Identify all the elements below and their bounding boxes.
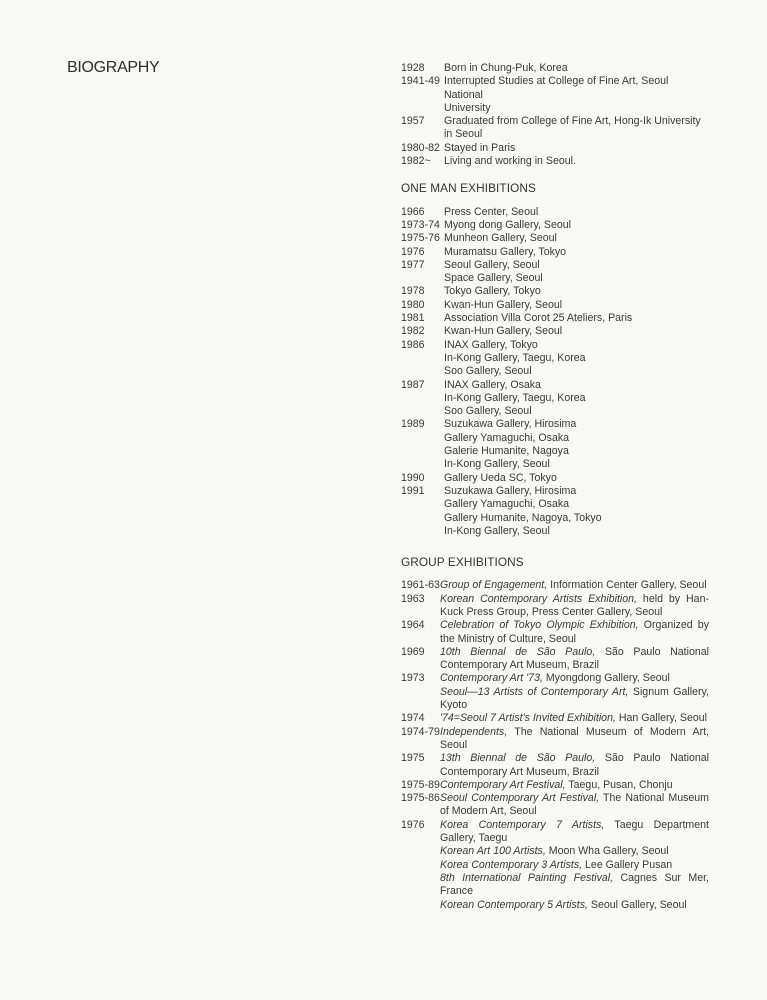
exhibition-title: Independents,	[440, 725, 508, 738]
exhibition-item	[440, 726, 709, 753]
entry-text	[444, 325, 709, 338]
entry-text	[440, 619, 709, 646]
exhibition-item	[440, 872, 709, 899]
entry-year: 1941-49	[401, 75, 440, 88]
one-man-exhibition-entry	[401, 206, 709, 219]
biography-entry	[401, 142, 709, 155]
group-exhibition-entry	[401, 792, 709, 819]
entry-year: 1975-89	[401, 778, 440, 791]
exhibition-title: Seoul—13 Artists of Contemporary Art,	[440, 685, 629, 698]
group-exhibitions-list	[401, 579, 709, 911]
entry-text	[444, 472, 709, 485]
one-man-exhibitions-title: ONE MAN EXHIBITIONS	[401, 181, 536, 196]
entry-line: Munheon Gallery, Seoul	[444, 232, 557, 245]
group-exhibition-entry	[401, 593, 709, 620]
exhibition-title: Seoul Contemporary Art Festival,	[440, 792, 600, 805]
entry-year: 1982	[401, 325, 425, 338]
group-exhibition-entry	[401, 579, 709, 592]
entry-year: 1982~	[401, 155, 431, 168]
entry-text	[444, 142, 709, 155]
entry-line: Gallery Humanite, Nagoya, Tokyo	[444, 511, 602, 524]
exhibition-item	[440, 845, 709, 858]
entry-year: 1966	[401, 205, 425, 218]
exhibition-venue: Taegu, Pusan, Chonju	[565, 778, 673, 791]
one-man-exhibition-entry	[401, 219, 709, 232]
entry-text	[444, 312, 709, 325]
exhibition-item	[440, 593, 709, 620]
exhibition-venue: Seoul Gallery, Seoul	[587, 898, 687, 911]
entry-line: Space Gallery, Seoul	[444, 272, 543, 285]
entry-text	[440, 712, 709, 725]
group-exhibition-entry	[401, 819, 709, 912]
entry-line: INAX Gallery, Osaka	[444, 378, 541, 391]
entry-year: 1957	[401, 115, 425, 128]
entry-text	[444, 246, 709, 259]
entry-year: 1986	[401, 338, 425, 351]
exhibition-venue: Taegu Department Gallery, Taegu	[440, 818, 709, 845]
entry-text	[444, 259, 709, 286]
exhibition-item	[440, 686, 709, 713]
entry-line: Soo Gallery, Seoul	[444, 405, 532, 418]
one-man-exhibition-entry	[401, 485, 709, 538]
entry-text	[440, 726, 709, 753]
entry-line: Gallery Ueda SC, Tokyo	[444, 471, 557, 484]
entry-line: Soo Gallery, Seoul	[444, 365, 532, 378]
entry-year: 1975-76	[401, 232, 440, 245]
entry-text	[444, 62, 709, 75]
entry-year: 1980	[401, 298, 425, 311]
entry-text	[444, 339, 709, 379]
entry-year: 1961-63	[401, 579, 440, 592]
exhibition-item	[440, 819, 709, 846]
entry-year: 1969	[401, 645, 425, 658]
entry-year: 1974-79	[401, 725, 440, 738]
entry-text	[444, 75, 709, 115]
entry-line: Kwan-Hun Gallery, Seoul	[444, 325, 563, 338]
one-man-exhibition-entry	[401, 259, 709, 286]
entry-year: 1974	[401, 712, 425, 725]
group-exhibition-entry	[401, 646, 709, 673]
biography-entry	[401, 115, 709, 142]
exhibition-venue: São Paulo National Contemporary Art Museum, Brazil	[440, 752, 709, 778]
entry-line: in Seoul	[444, 128, 483, 141]
exhibition-title: Celebration of Tokyo Olympic Exhibition,	[440, 619, 639, 632]
entry-text	[444, 418, 709, 471]
one-man-exhibition-entry	[401, 339, 709, 379]
entry-text	[440, 779, 709, 792]
exhibition-title: 13th Biennal de São Paulo,	[440, 752, 596, 765]
group-exhibitions-title: GROUP EXHIBITIONS	[401, 555, 524, 570]
one-man-exhibition-entry	[401, 246, 709, 259]
entry-year: 1976	[401, 245, 425, 258]
exhibition-item	[440, 579, 709, 592]
entry-year: 1973	[401, 672, 425, 685]
entry-text	[444, 299, 709, 312]
entry-text	[444, 285, 709, 298]
entry-year: 1928	[401, 62, 425, 74]
entry-line: Association Villa Corot 25 Ateliers, Paris	[444, 312, 633, 325]
one-man-exhibition-entry	[401, 299, 709, 312]
one-man-exhibitions-list	[401, 206, 709, 538]
exhibition-venue: held by Han-Kuck Press Group, Press Center Gallery, Seoul	[440, 592, 709, 618]
one-man-exhibition-entry	[401, 379, 709, 419]
one-man-exhibition-entry	[401, 312, 709, 325]
entry-line: Graduated from College of Fine Art, Hong-Ik University	[444, 115, 701, 128]
entry-year: 1978	[401, 285, 425, 298]
exhibition-venue: Signum Gallery, Kyoto	[440, 685, 709, 712]
group-exhibition-entry	[401, 752, 709, 779]
entry-text	[440, 593, 709, 620]
exhibition-venue: Cagnes Sur Mer, France	[440, 871, 709, 898]
biography-list	[401, 62, 709, 168]
entry-line: Suzukawa Gallery, Hirosima	[444, 484, 577, 497]
entry-line: Gallery Yamaguchi, Osaka	[444, 431, 570, 444]
group-exhibition-entry	[401, 726, 709, 753]
entry-year: 1977	[401, 258, 425, 271]
exhibition-venue: Han Gallery, Seoul	[615, 712, 707, 725]
entry-line: INAX Gallery, Tokyo	[444, 338, 538, 351]
entry-line: Muramatsu Gallery, Tokyo	[444, 245, 567, 258]
exhibition-title: Group of Engagement,	[440, 579, 548, 592]
entry-year: 1963	[401, 592, 425, 605]
one-man-exhibition-entry	[401, 325, 709, 338]
exhibition-title: Korea Contemporary 3 Artists,	[440, 858, 583, 871]
entry-year: 1991	[401, 484, 425, 497]
entry-year: 1964	[401, 619, 425, 632]
exhibition-item	[440, 619, 709, 646]
entry-year: 1973-74	[401, 218, 440, 231]
entry-line: Suzukawa Gallery, Hirosima	[444, 418, 577, 431]
exhibition-item	[440, 899, 709, 912]
entry-text	[440, 752, 709, 779]
entry-line: Interrupted Studies at College of Fine Art, Seoul National	[444, 75, 669, 101]
exhibition-item	[440, 712, 709, 725]
entry-line: Stayed in Paris	[444, 141, 516, 154]
exhibition-venue: São Paulo National Contemporary Art Museum, Brazil	[440, 645, 709, 672]
exhibition-item	[440, 752, 709, 779]
biography-entry	[401, 155, 709, 168]
entry-text	[440, 792, 709, 819]
one-man-exhibition-entry	[401, 472, 709, 485]
group-exhibition-entry	[401, 672, 709, 712]
exhibition-item	[440, 859, 709, 872]
entry-line: Seoul Gallery, Seoul	[444, 258, 540, 271]
entry-year: 1976	[401, 818, 425, 831]
entry-text	[440, 646, 709, 673]
exhibition-venue: Lee Gallery Pusan	[582, 858, 673, 871]
entry-line: In-Kong Gallery, Seoul	[444, 524, 550, 537]
entry-year: 1987	[401, 378, 425, 391]
entry-year: 1989	[401, 418, 425, 431]
entry-text	[444, 206, 709, 219]
entry-line: Galerie Humanite, Nagoya	[444, 445, 569, 458]
entry-line: Press Center, Seoul	[444, 205, 539, 218]
entry-text	[444, 232, 709, 245]
entry-year: 1981	[401, 312, 425, 325]
exhibition-title: 10th Biennal de São Paulo,	[440, 645, 596, 658]
entry-text	[444, 115, 709, 142]
exhibition-venue: The National Museum of Modern Art, Seoul	[440, 725, 709, 751]
exhibition-venue: Moon Wha Gallery, Seoul	[545, 845, 669, 858]
entry-line: Gallery Yamaguchi, Osaka	[444, 498, 570, 511]
entry-text	[440, 672, 709, 712]
page-title: BIOGRAPHY	[67, 59, 160, 76]
one-man-exhibition-entry	[401, 418, 709, 471]
entry-year: 1980-82	[401, 141, 440, 154]
entry-year: 1975	[401, 752, 425, 765]
exhibition-item	[440, 672, 709, 685]
entry-line: Born in Chung-Puk, Korea	[444, 62, 568, 74]
exhibition-venue: Organized by the Ministry of Culture, Seoul	[440, 619, 709, 645]
biography-entry	[401, 75, 709, 115]
exhibition-title: Korean Contemporary Artists Exhibition,	[440, 592, 637, 605]
biography-entry	[401, 62, 709, 75]
entry-line: Tokyo Gallery, Tokyo	[444, 285, 541, 298]
entry-text	[444, 219, 709, 232]
exhibition-title: '74=Seoul 7 Artist's Invited Exhibition,	[440, 712, 616, 725]
group-exhibition-entry	[401, 712, 709, 725]
exhibition-title: Korea Contemporary 7 Artists,	[440, 818, 605, 831]
exhibition-item	[440, 792, 709, 819]
exhibition-venue: Information Center Gallery, Seoul	[547, 579, 707, 592]
entry-line: In-Kong Gallery, Taegu, Korea	[444, 351, 586, 364]
biography-content	[401, 62, 709, 912]
entry-year: 1990	[401, 471, 425, 484]
exhibition-title: Contemporary Art '73,	[440, 672, 543, 685]
entry-line: In-Kong Gallery, Seoul	[444, 458, 550, 471]
entry-line: University	[444, 101, 491, 114]
group-exhibition-entry	[401, 619, 709, 646]
one-man-exhibition-entry	[401, 285, 709, 298]
entry-text	[444, 155, 709, 168]
exhibition-title: Korean Contemporary 5 Artists,	[440, 898, 588, 911]
exhibition-item	[440, 646, 709, 673]
group-exhibition-entry	[401, 779, 709, 792]
entry-line: Kwan-Hun Gallery, Seoul	[444, 298, 563, 311]
entry-line: Myong dong Gallery, Seoul	[444, 218, 572, 231]
entry-year: 1975-86	[401, 792, 440, 805]
entry-line: Living and working in Seoul.	[444, 155, 576, 168]
entry-text	[440, 819, 709, 912]
entry-line: In-Kong Gallery, Taegu, Korea	[444, 391, 586, 404]
exhibition-title: Korean Art 100 Artists,	[440, 845, 546, 858]
one-man-exhibition-entry	[401, 232, 709, 245]
entry-text	[440, 579, 709, 592]
entry-text	[444, 379, 709, 419]
exhibition-item	[440, 779, 709, 792]
exhibition-venue: Myongdong Gallery, Seoul	[542, 672, 670, 685]
entry-text	[444, 485, 709, 538]
exhibition-title: Contemporary Art Festival,	[440, 778, 566, 791]
exhibition-title: 8th International Painting Festival,	[440, 871, 614, 884]
exhibition-venue: The National Museum of Modern Art, Seoul	[440, 792, 709, 818]
